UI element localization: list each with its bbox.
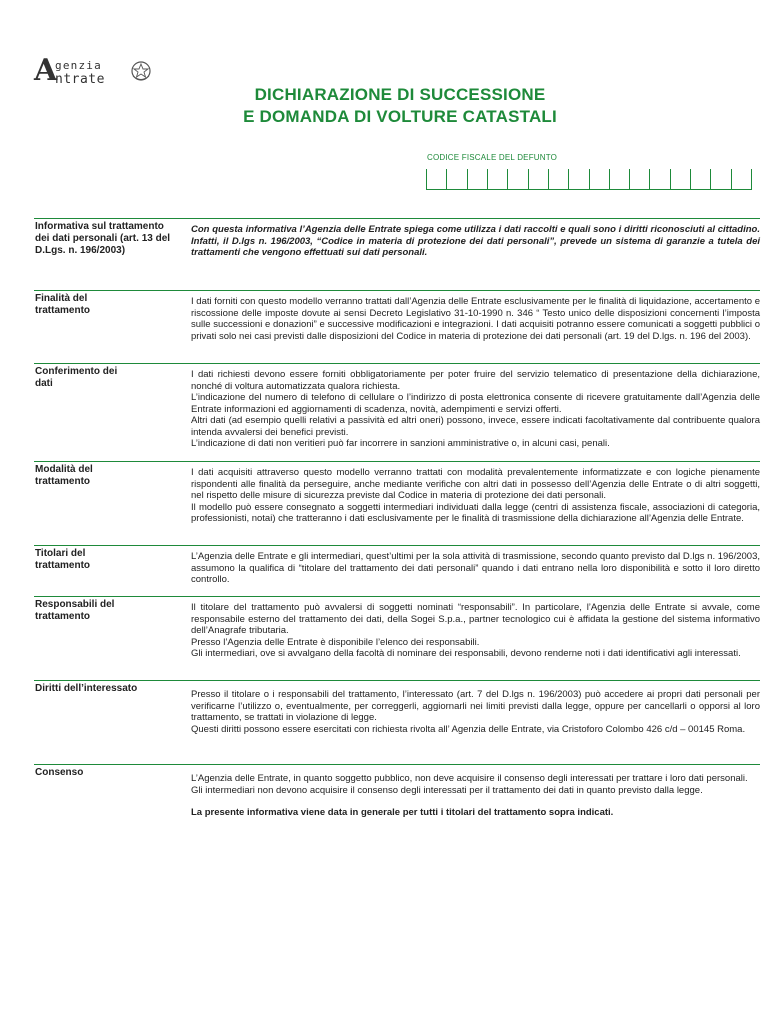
paragraph: L’indicazione di dati non veritieri può far incorrere in sanzioni amministrative o, in alcuni casi, penali. [191,438,610,449]
codice-fiscale-char-box[interactable] [548,169,568,190]
codice-fiscale-char-box[interactable] [426,169,446,190]
section-heading: Consenso [35,767,84,778]
logo-letter: A [34,53,58,88]
document-title [200,84,600,128]
section-heading: Titolari del trattamento [35,548,91,571]
republic-emblem-icon [130,59,152,83]
title-line-2: E DOMANDA DI VOLTURE CATASTALI [243,107,557,126]
paragraph: Il modello può essere consegnato a soggetti intermediari individuati dalla legge (centri di assistenza fiscale, associazioni di categoria, professionisti, notai) che tratteranno i dati esclusivamente per le finalità di trasmissione della dichiarazione all’Agenzia delle Entrate. [191,501,760,524]
codice-fiscale-char-box[interactable] [467,169,487,190]
section-titolari [34,545,760,585]
closing-note: La presente informativa viene data in generale per tutti i titolari del trattamento sopra indicati. [191,807,614,818]
codice-fiscale-label: CODICE FISCALE DEL DEFUNTO [427,153,558,162]
section-heading: Responsabili del trattamento [35,599,115,622]
section-diritti [34,680,760,735]
codice-fiscale-char-box[interactable] [649,169,669,190]
codice-fiscale-char-box[interactable] [568,169,588,190]
logo-line-2: ntrate [55,72,105,87]
paragraph: I dati acquisiti attraverso questo modello verranno trattati con modalità prevalentemente informatizzate e con logiche pienamente rispondenti alle finalità da perseguire, anche mediante verifiche con altri dati in possesso dell’Agenzia delle Entrate o di altri soggetti, nel rispetto delle misure di sicurezza previste dal Codice in materia di protezione dei dati personali. [191,467,760,501]
codice-fiscale-char-box[interactable] [446,169,466,190]
section-finalita [34,290,760,342]
codice-fiscale-char-box[interactable] [690,169,710,190]
paragraph: Con questa informativa l’Agenzia delle Entrate spiega come utilizza i dati raccolti e quali sono i diritti riconosciuti al cittadino. Infatti, il D.lgs n. 196/2003, “Codice in materia di protezione dei dati personali”, prevede un sistema di garanzie a tutela dei trattamenti che vengono effettuati sui dati personali. [191,224,760,258]
section-conferimento [34,363,760,449]
paragraph: I dati richiesti devono essere forniti obbligatoriamente per poter fruire del servizio telematico di presentazione della dichiarazione, nonché di voltura automatizzata qualora richiesta. [191,369,760,392]
section-modalita [34,461,760,524]
section-text [191,689,760,735]
section-text [191,602,760,660]
codice-fiscale-char-box[interactable] [670,169,690,190]
paragraph: Gli intermediari non devono acquisire il consenso degli interessati per il trattamento dei dati in quanto previsto dalla legge. [191,784,703,796]
paragraph: L’Agenzia delle Entrate, in quanto soggetto pubblico, non deve acquisire il consenso degli interessati per trattare i loro dati personali. [191,773,748,784]
paragraph: Presso il titolare o i responsabili del trattamento, l’interessato (art. 7 del D.lgs n. 196/2003) può accedere ai propri dati personali per verificarne l’utilizzo o, eventualmente, per correggerli, aggiornarli nei limiti previsti dalla legge, oppure per cancellarli o opporsi al loro trattamento, se trattati in violazione di legge. [191,689,760,723]
section-informativa [34,218,760,258]
section-heading: Modalità del trattamento [35,464,93,487]
section-text [191,773,760,819]
section-responsabili [34,596,760,659]
paragraph: Presso l’Agenzia delle Entrate è disponibile l’elenco dei responsabili. [191,636,480,648]
codice-fiscale-field[interactable] [426,168,752,190]
codice-fiscale-char-box[interactable] [528,169,548,190]
codice-fiscale-char-box[interactable] [629,169,649,190]
codice-fiscale-char-box[interactable] [487,169,507,190]
paragraph: L’indicazione del numero di telefono di cellulare o l’indirizzo di posta elettronica consente di ricevere gratuitamente dall’Agenzia delle Entrate informazioni ed aggiornamenti di scadenza, novità, adempimenti e servizi offerti. [191,392,760,415]
codice-fiscale-char-box[interactable] [589,169,609,190]
codice-fiscale-char-box[interactable] [507,169,527,190]
section-heading: Conferimento dei dati [35,366,118,389]
agenzia-entrate-logo [34,53,158,92]
section-consenso [34,764,760,818]
section-text [191,224,760,259]
logo-line-1: genzia [55,59,102,72]
paragraph: Gli intermediari, ove si avvalgano della facoltà di nominare dei responsabili, devono renderne noti i dati identificativi agli interessati. [191,648,741,659]
paragraph: L’Agenzia delle Entrate e gli intermediari, quest’ultimi per la sola attività di trasmissione, secondo quanto previsto dal D.lgs n. 196/2003, assumono la qualifica di “titolare del trattamento dei dati personali” quando i dati entrano nella loro disponibilità e sotto il loro diretto controllo. [191,551,760,585]
section-heading: Diritti dell’interessato [35,683,138,694]
paragraph: I dati forniti con questo modello verranno trattati dall’Agenzia delle Entrate esclusivamente per le finalità di liquidazione, accertamento e riscossione delle imposte dovute ai sensi Decreto Legislativo 31-10-1990 n. 346 “ Testo unico delle disposizioni concernenti l’imposta sulle successioni e donazioni” e successive modificazioni e integrazioni. I dati acquisiti potranno essere comunicati a soggetti pubblici o privati solo nei casi previsti dalle disposizioni del Codice in materia di protezione dei dati personali (art. 19 del D.lgs. n. 196 del 2003). [191,296,760,342]
section-text [191,296,760,342]
section-text [191,551,760,586]
section-text [191,369,760,450]
paragraph: Questi diritti possono essere esercitati con richiesta rivolta all’ Agenzia delle Entrate, via Cristoforo Colombo 426 c/d – 00145 Roma. [191,723,746,735]
section-text [191,467,760,525]
paragraph: Il titolare del trattamento può avvalersi di soggetti nominati “responsabili”. In particolare, l’Agenzia delle Entrate si avvale, come responsabile esterno del trattamento dei dati, della Sogei S.p.a., partner tecnologico cui è affidata la gestione del sistema informativo dell’Anagrafe tributaria. [191,602,760,636]
codice-fiscale-char-box[interactable] [710,169,730,190]
title-line-1: DICHIARAZIONE DI SUCCESSIONE [254,85,546,104]
codice-fiscale-char-box[interactable] [731,169,752,190]
codice-fiscale-char-box[interactable] [609,169,629,190]
paragraph: Altri dati (ad esempio quelli relativi a passività ed altri oneri) possono, invece, essere indicati facoltativamente dal contribuente qualora intenda avvalersi dei benefici previsti. [191,415,760,438]
section-heading: Finalità del trattamento [35,293,91,316]
section-heading: Informativa sul trattamento dei dati personali (art. 13 del D.Lgs. n. 196/2003) [35,221,171,256]
